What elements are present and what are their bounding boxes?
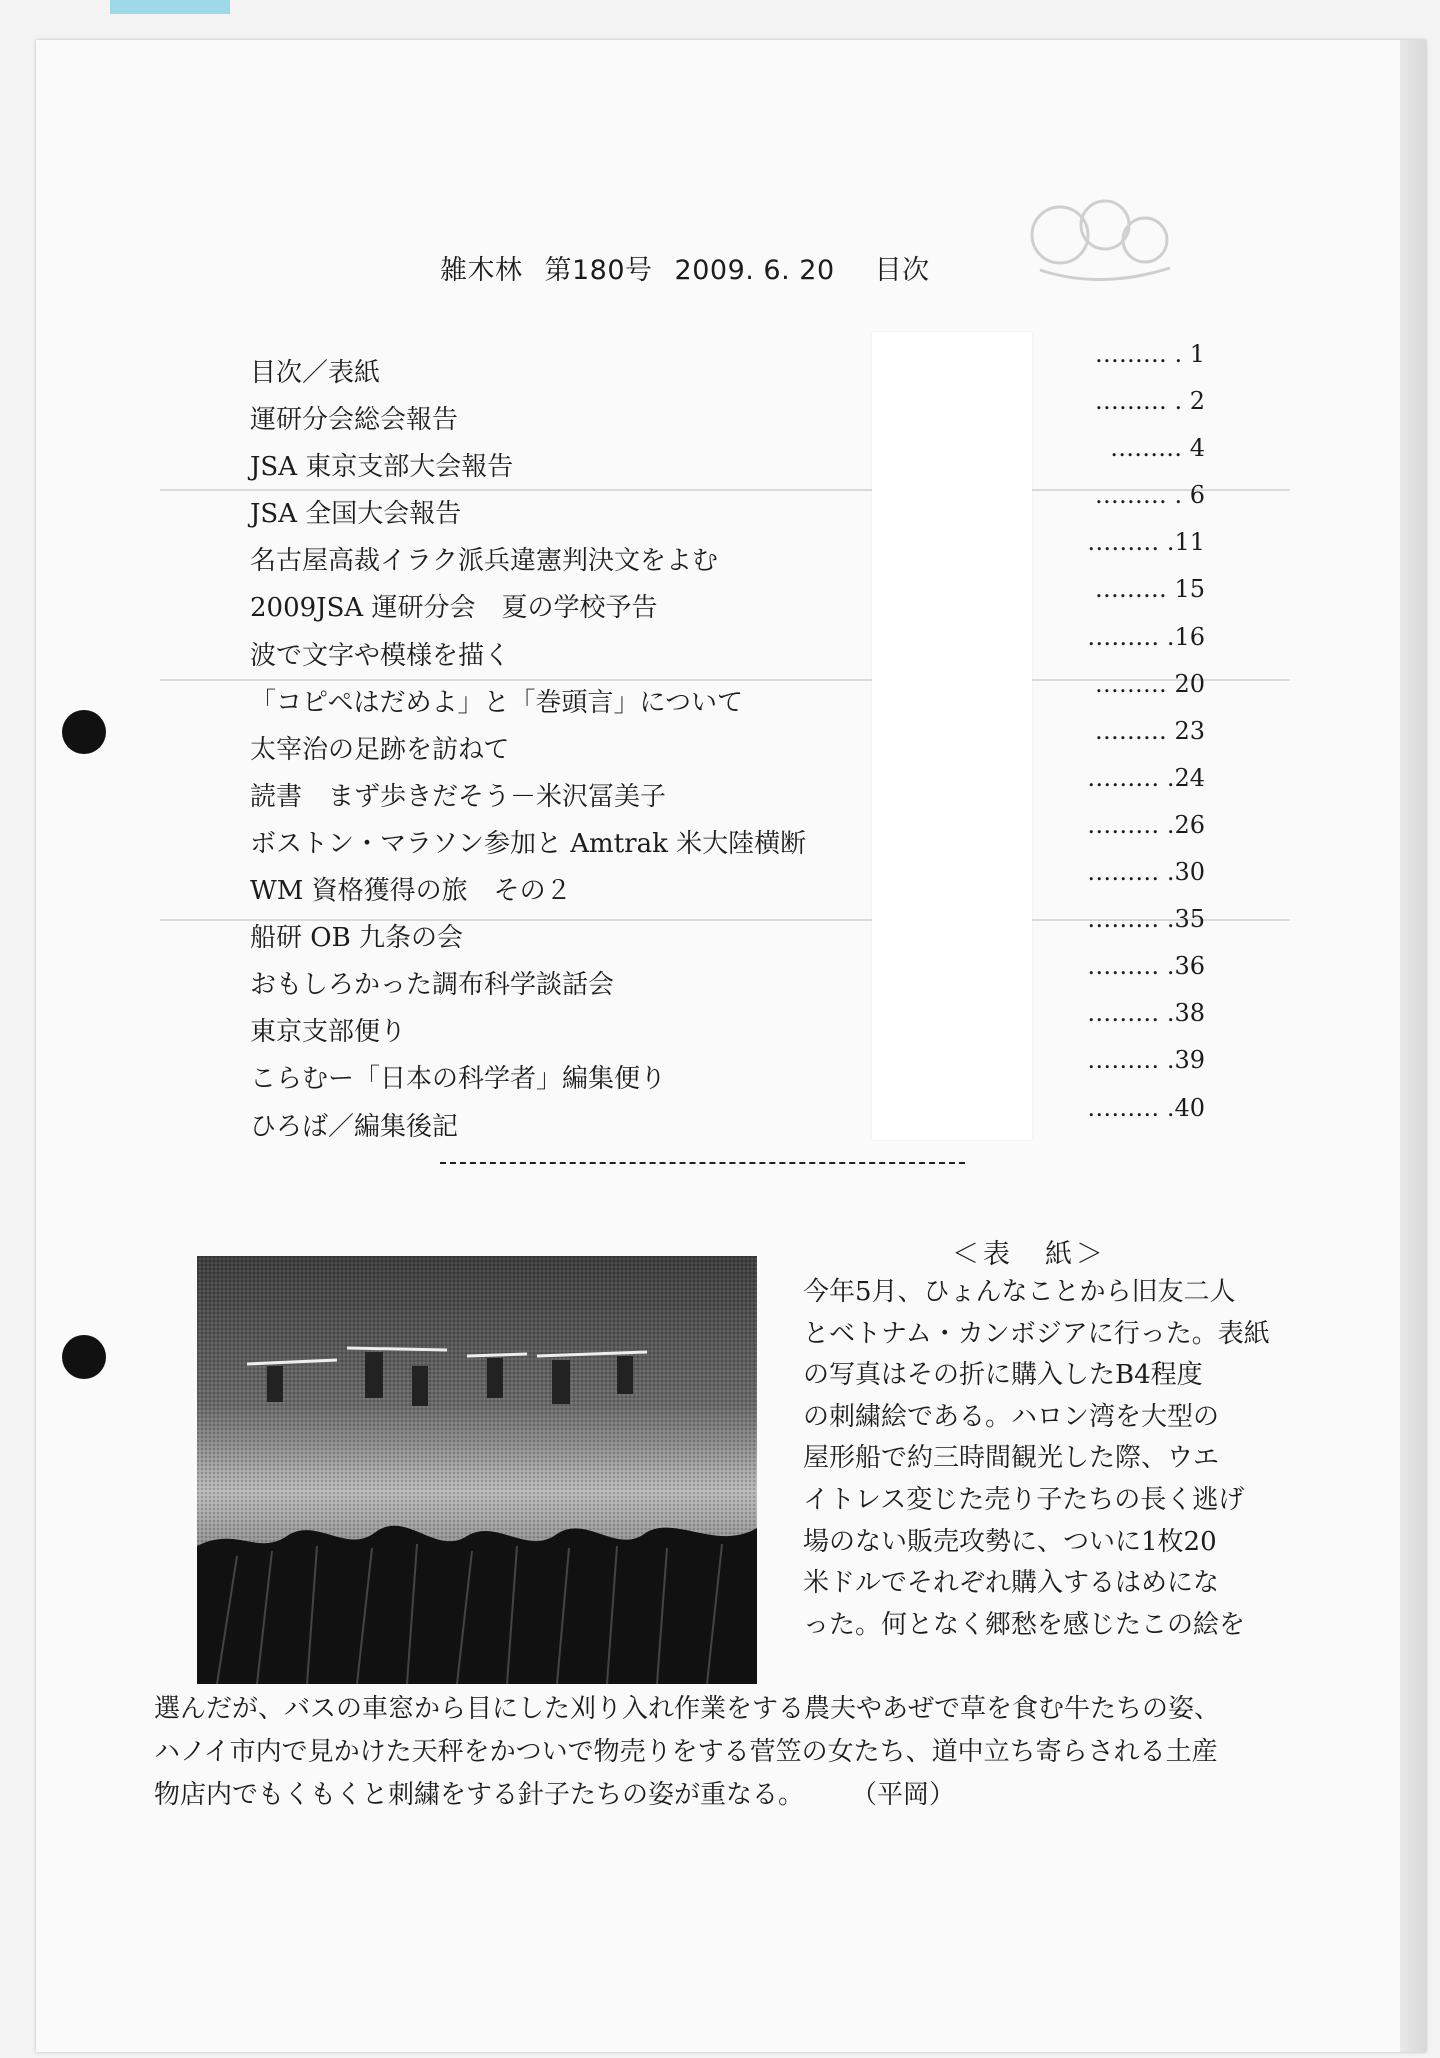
toc-page-number: ……… .38 <box>1087 999 1205 1028</box>
toc-page-number: ……… .16 <box>1087 622 1205 651</box>
toc-title: 「コピペはだめよ」と「巻頭言」について <box>250 687 743 718</box>
caption-line: 今年5月、ひょんなことから旧友二人 <box>803 1277 1236 1307</box>
toc-title: JSA 全国大会報告 <box>250 499 462 530</box>
sticky-note-tab <box>110 0 230 14</box>
dashed-divider <box>440 1162 965 1164</box>
toc-page-number: ……… 4 <box>1110 434 1205 463</box>
toc-title: 読書 まず歩きだそう－米沢冨美子 <box>250 781 667 812</box>
toc-title: おもしろかった調布科学談話会 <box>250 970 615 1001</box>
toc-row <box>250 587 1200 634</box>
toc-row <box>250 682 1200 729</box>
toc-page-number: ……… .30 <box>1087 858 1205 887</box>
toc-page-number: ……… 20 <box>1094 669 1205 698</box>
caption-line: イトレス変じた売り子たちの長く逃げ <box>803 1484 1245 1515</box>
toc-page-number: ……… 15 <box>1094 575 1205 604</box>
toc-row <box>250 1011 1200 1058</box>
caption-line-text: ハノイ市内で見かけた天秤をかついで物売りをする菅笠の女たち、道中立ち寄らされる土産 <box>154 1737 1218 1767</box>
toc-row <box>250 352 1200 399</box>
toc-row <box>250 446 1200 493</box>
bleed-through-flower-mark <box>1010 180 1190 300</box>
issue-date: 2009. 6. 20 <box>674 255 835 286</box>
page-number-column <box>1065 340 1205 1141</box>
toc-page-number: ……… .24 <box>1087 763 1205 792</box>
toc-row <box>250 776 1200 823</box>
toc-title: WM 資格獲得の旅 その２ <box>250 876 572 907</box>
punch-hole-top <box>62 710 106 754</box>
toc-title: 運研分会総会報告 <box>250 405 459 436</box>
issue-number: 第180号 <box>544 255 653 286</box>
toc-row <box>250 1058 1200 1105</box>
toc-row <box>250 1106 1200 1153</box>
caption-line: 屋形船で約三時間観光した際、ウエ <box>803 1443 1220 1474</box>
caption-line: った。何となく郷愁を感じたこの絵を <box>803 1609 1246 1640</box>
toc-row <box>250 540 1200 587</box>
table-of-contents <box>250 352 1200 1153</box>
document-title <box>440 248 930 287</box>
toc-page-number: ……… .40 <box>1087 1093 1205 1122</box>
cover-photo <box>197 1256 757 1684</box>
toc-title: 波で文字や模様を描く <box>250 640 511 671</box>
caption-line <box>154 1731 1274 1774</box>
caption-line: 米ドルでそれぞれ購入するはめにな <box>803 1568 1220 1599</box>
journal-name: 雑木林 <box>440 255 523 286</box>
cover-heading: ＜表 紙＞ <box>952 1239 1107 1270</box>
caption-line <box>154 1688 1274 1731</box>
toc-page-number: ……… 23 <box>1094 716 1205 745</box>
toc-page-number: ……… . 1 <box>1094 340 1205 368</box>
toc-page-number: ……… .26 <box>1087 810 1205 839</box>
toc-page-number: ……… .36 <box>1087 952 1205 981</box>
toc-title: 船研 OB 九条の会 <box>250 923 463 954</box>
toc-page-number: ……… . 2 <box>1094 387 1205 416</box>
toc-row <box>250 729 1200 776</box>
toc-title: 2009JSA 運研分会 夏の学校予告 <box>250 593 658 624</box>
toc-page-number: ……… . 6 <box>1094 481 1205 510</box>
toc-row <box>250 823 1200 870</box>
caption-line-text: 物店内でもくもくと刺繍をする針子たちの姿が重なる。 <box>154 1780 805 1810</box>
toc-row <box>250 493 1200 540</box>
toc-title: 名古屋高裁イラク派兵違憲判決文をよむ <box>250 546 719 577</box>
toc-title: 目次／表紙 <box>250 358 381 388</box>
cover-caption-wide <box>154 1688 1274 1817</box>
author-signature: （平岡） <box>864 1780 956 1810</box>
page-edge <box>1400 40 1426 2052</box>
toc-row <box>250 399 1200 446</box>
toc-page-number: ……… .39 <box>1087 1046 1205 1075</box>
toc-title: JSA 東京支部大会報告 <box>250 452 514 483</box>
cover-caption-narrow <box>803 1272 1270 1646</box>
contents-heading: 目次 <box>874 255 930 286</box>
toc-title: こらむー「日本の科学者」編集便り <box>250 1064 667 1095</box>
caption-line <box>154 1774 1274 1817</box>
toc-title: ひろば／編集後記 <box>250 1111 459 1142</box>
toc-page-number: ……… .35 <box>1087 905 1205 934</box>
toc-title: ボストン・マラソン参加と Amtrak 米大陸横断 <box>250 828 807 859</box>
toc-row <box>250 870 1200 917</box>
toc-row <box>250 917 1200 964</box>
toc-row <box>250 964 1200 1011</box>
caption-line: の刺繍絵である。ハロン湾を大型の <box>803 1401 1220 1432</box>
caption-line: の写真はその折に購入したB4程度 <box>803 1360 1203 1391</box>
toc-page-number: ……… .11 <box>1087 528 1205 557</box>
toc-title: 東京支部便り <box>250 1017 407 1048</box>
punch-hole-bottom <box>62 1335 106 1379</box>
toc-title: 太宰治の足跡を訪ねて <box>250 734 510 765</box>
caption-line-text: 選んだが、バスの車窓から目にした刈り入れ作業をする農夫やあぜで草を食む牛たちの姿、 <box>154 1694 1221 1724</box>
caption-line: とベトナム・カンボジアに行った。表紙 <box>803 1318 1270 1349</box>
caption-line: 場のない販売攻勢に、ついに1枚20 <box>803 1526 1217 1557</box>
toc-row <box>250 635 1200 682</box>
